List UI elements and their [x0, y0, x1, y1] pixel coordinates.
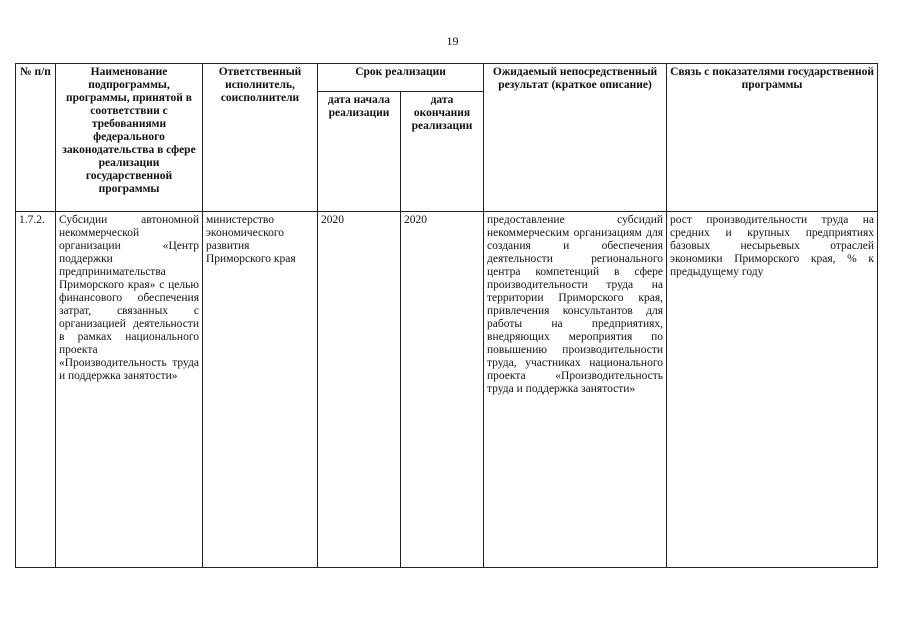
header-link: Связь с показателями государственной программы [667, 64, 878, 212]
header-responsible: Ответственный исполнитель, соисполнители [203, 64, 318, 212]
cell-end: 2020 [401, 212, 484, 568]
cell-start: 2020 [318, 212, 401, 568]
header-result: Ожидаемый непосредственный результат (краткое описание) [484, 64, 667, 212]
cell-name: Субсидии автономной некоммерческой организации «Центр поддержки предпринимательства Приморского края» с целью финансового обеспечения затрат, связанных с организацией деятельности в рамках национального проекта «Производительность труда и поддержка занятости» [56, 212, 203, 568]
cell-result: предоставление субсидий некоммерческим организациям для создания и обеспечения деятельности регионального центра компетенций в сфере производительности труда на территории Приморского края, привлечения консультантов для работы на предприятиях, внедряющих мероприятия по повышению производительности труда, участниках национального проекта «Производительность труда и поддержка занятости» [484, 212, 667, 568]
header-row-1 [16, 64, 878, 92]
header-period-start: дата начала реализации [318, 92, 401, 212]
page-number: 19 [446, 34, 459, 48]
program-table [15, 63, 878, 568]
header-name: Наименование подпрограммы, программы, принятой в соответствии с требованиями федерального законодательства в сфере реализации государственной программы [56, 64, 203, 212]
cell-link: рост производительности труда на средних и крупных предприятиях базовых несырьевых отраслей экономики Приморского края, % к предыдущему году [667, 212, 878, 568]
cell-num: 1.7.2. [16, 212, 56, 568]
header-period-end: дата окончания реализации [401, 92, 484, 212]
header-num: № п/п [16, 64, 56, 212]
cell-responsible: министерство экономического развития Приморского края [203, 212, 318, 568]
header-period: Срок реализации [318, 64, 484, 92]
table-row [16, 212, 878, 568]
